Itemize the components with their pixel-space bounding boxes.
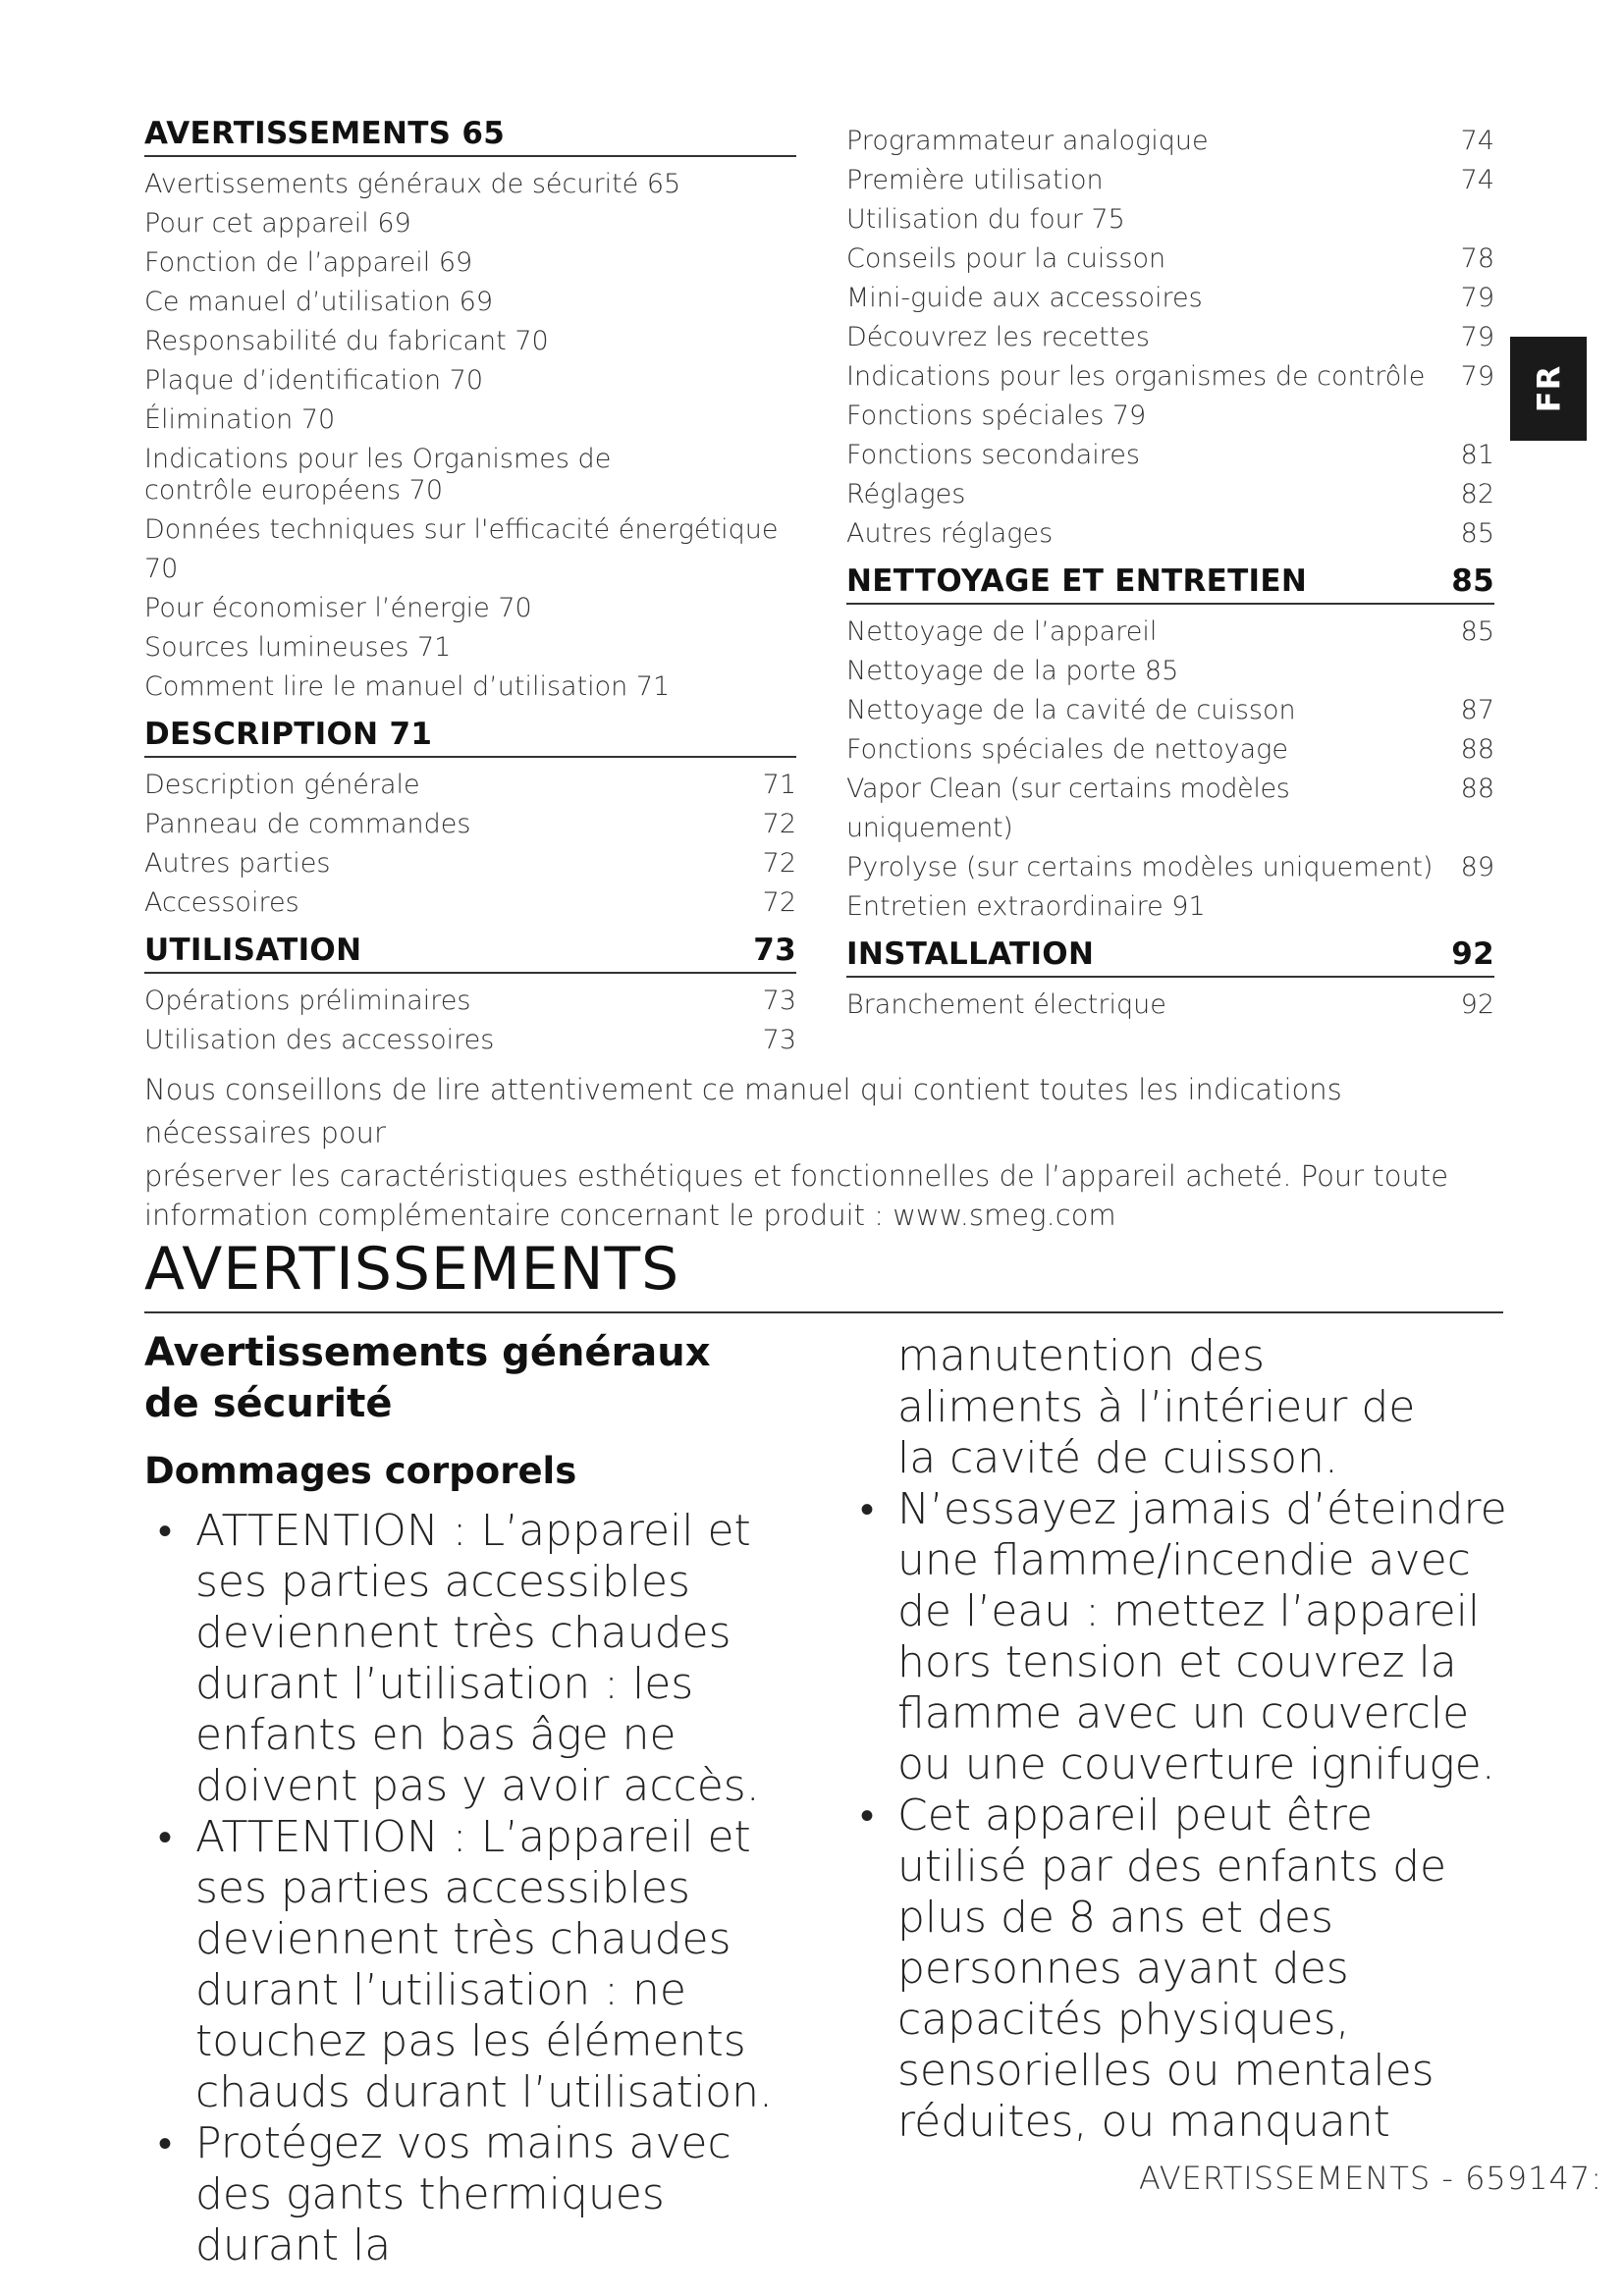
toc-entry-page: 81 <box>1460 440 1494 470</box>
toc-entry-title: Fonctions spéciales de nettoyage <box>846 734 1288 765</box>
toc-section-utilisation[interactable] <box>144 933 796 974</box>
toc-entry[interactable] <box>144 243 796 283</box>
bullet-list <box>846 1484 1514 2148</box>
intro-paragraph <box>144 1068 1499 1233</box>
toc-entry-page: 72 <box>762 809 796 839</box>
bullet-icon: • <box>158 1509 173 1554</box>
toc-entry-page: 92 <box>1460 989 1494 1020</box>
toc-section-title: INSTALLATION <box>846 936 1095 972</box>
bullet-list <box>144 1506 812 2271</box>
list-item <box>846 1484 1514 1790</box>
toc-entry-page: 73 <box>762 986 796 1016</box>
page-footer: AVERTISSEMENTS - 659147: <box>1138 2160 1602 2197</box>
toc-entry-page: 87 <box>1460 695 1494 725</box>
toc-section-nettoyage[interactable] <box>846 563 1494 605</box>
toc-entry[interactable] <box>846 279 1494 318</box>
toc-entry[interactable] <box>846 730 1494 770</box>
toc-entry-page: 73 <box>762 1025 796 1055</box>
list-item-text: ATTENTION : L’appareil et ses parties accessibles deviennent très chaudes durant l’utilisation : ne touchez pas les éléments chauds durant l’utilisation. <box>195 1812 773 2117</box>
toc-entry-title: Opérations préliminaires <box>144 986 471 1016</box>
toc-entry-title: Branchement électrique <box>846 989 1166 1020</box>
toc-entry-title: Pour cet appareil 69 <box>144 208 411 239</box>
toc-entry-title: Pyrolyse (sur certains modèles uniquement) <box>846 852 1434 882</box>
toc-entry[interactable] <box>846 514 1494 554</box>
toc-entry[interactable] <box>846 986 1494 1025</box>
intro-line: Nous conseillons de lire attentivement ce manuel qui contient toutes les indications nécessaires pour <box>144 1073 1342 1149</box>
toc-entry-title: Avertissements généraux de sécurité 65 <box>144 169 681 199</box>
toc-entry-title: Entretien extraordinaire 91 <box>846 891 1206 922</box>
toc-entry[interactable] <box>846 161 1494 200</box>
toc-entry-page: 74 <box>1460 126 1494 156</box>
toc-entry-page: 85 <box>1460 518 1494 549</box>
toc-entry[interactable] <box>144 805 796 844</box>
toc-entry-title: Nettoyage de la cavité de cuisson <box>846 695 1296 725</box>
toc-entry-title: Autres parties <box>144 848 331 879</box>
toc-entry[interactable] <box>144 283 796 322</box>
toc-entry-title: Vapor Clean (sur certains modèles uniquement) <box>846 774 1290 843</box>
content-right-column <box>846 1331 1514 2148</box>
toc-entry[interactable] <box>144 322 796 361</box>
toc-entry-page: 82 <box>1460 479 1494 509</box>
toc-entry[interactable] <box>846 357 1494 397</box>
toc-entry[interactable] <box>144 510 796 589</box>
toc-entry-page: 79 <box>1460 283 1494 313</box>
bullet-icon: • <box>860 1793 875 1839</box>
toc-entry[interactable] <box>846 318 1494 357</box>
toc-entry[interactable] <box>846 652 1494 691</box>
toc-entry[interactable] <box>846 887 1494 927</box>
list-item-text: ATTENTION : L’appareil et ses parties accessibles deviennent très chaudes durant l’utilisation : les enfants en bas âge ne doivent pas y avoir accès. <box>195 1506 760 1811</box>
toc-entry[interactable] <box>846 240 1494 279</box>
toc-section-page: 92 <box>1451 936 1494 972</box>
bullet-icon: • <box>158 2121 173 2166</box>
toc-entry[interactable] <box>846 848 1494 887</box>
toc-entry-title: Description générale <box>144 770 420 800</box>
toc-section-title: UTILISATION <box>144 933 362 968</box>
list-item-text: Protégez vos mains avec des gants thermiques durant la <box>195 2118 731 2270</box>
toc-entry-title: Fonctions secondaires <box>846 440 1140 470</box>
toc-section-title: NETTOYAGE ET ENTRETIEN <box>846 563 1308 599</box>
toc-entry-title: Conseils pour la cuisson <box>846 243 1166 274</box>
list-item <box>144 1506 812 1812</box>
toc-section-installation[interactable] <box>846 936 1494 978</box>
toc-section-description[interactable] <box>144 717 796 758</box>
toc-entry-title: Autres réglages <box>846 518 1054 549</box>
toc-left-column <box>144 116 796 1060</box>
continued-text: manutention des aliments à l’intérieur de la cavité de cuisson. <box>897 1331 1416 1483</box>
language-tab-label: FR <box>1530 364 1567 413</box>
toc-entry-title: Nettoyage de l’appareil <box>846 616 1158 647</box>
section-subheading: Dommages corporels <box>144 1450 577 1492</box>
page-title: AVERTISSEMENTS <box>144 1235 1503 1313</box>
bullet-icon: • <box>158 1815 173 1860</box>
toc-entry[interactable] <box>144 883 796 923</box>
toc-entry-page: 79 <box>1460 361 1494 392</box>
toc-entry[interactable] <box>144 766 796 805</box>
toc-entry-page: 89 <box>1460 852 1494 882</box>
intro-line: préserver les caractéristiques esthétiques et fonctionnelles de l’appareil acheté. Pour toute <box>144 1159 1449 1193</box>
toc-entry-page: 71 <box>762 770 796 800</box>
toc-entry[interactable] <box>144 628 796 667</box>
toc-entry[interactable] <box>144 589 796 628</box>
toc-entry-page: 72 <box>762 887 796 918</box>
toc-entry[interactable] <box>846 475 1494 514</box>
section-heading: Avertissements généraux de sécurité <box>144 1330 711 1426</box>
toc-entry-page: 74 <box>1460 165 1494 195</box>
toc-entry-title: Responsabilité du fabricant 70 <box>144 326 549 356</box>
toc-entry[interactable] <box>846 397 1494 436</box>
toc-entry[interactable] <box>144 844 796 883</box>
toc-entry[interactable] <box>144 361 796 400</box>
toc-entry[interactable] <box>846 122 1494 161</box>
list-item <box>144 1812 812 2118</box>
toc-entry-title: Données techniques sur l'efficacité énergétique 70 <box>144 514 779 584</box>
toc-entry-title: Indications pour les Organismes de contrôle européens 70 <box>144 444 612 506</box>
toc-entry[interactable] <box>846 200 1494 240</box>
list-item <box>846 1790 1514 2148</box>
bullet-icon: • <box>860 1487 875 1532</box>
toc-entry[interactable] <box>846 691 1494 730</box>
toc-entry-title: Élimination 70 <box>144 404 336 435</box>
toc-entry-title: Accessoires <box>144 887 299 918</box>
toc-entry-page: 72 <box>762 848 796 879</box>
toc-entry-page: 88 <box>1460 734 1494 765</box>
toc-entry-title: Comment lire le manuel d’utilisation 71 <box>144 671 671 702</box>
toc-entry-title: Pour économiser l’énergie 70 <box>144 593 532 623</box>
toc-entry-title: Nettoyage de la porte 85 <box>846 656 1179 686</box>
toc-entry[interactable] <box>144 440 796 510</box>
toc-entry-title: Sources lumineuses 71 <box>144 632 452 663</box>
toc-entry-title: Utilisation des accessoires <box>144 1025 495 1055</box>
toc-entry-title: Fonctions spéciales 79 <box>846 400 1147 431</box>
toc-entry-title: Utilisation du four 75 <box>846 204 1125 235</box>
toc-section-avertissements[interactable] <box>144 116 796 157</box>
toc-entry-title: Première utilisation <box>846 165 1104 195</box>
toc-entry[interactable] <box>144 667 796 707</box>
content-left-column <box>144 1327 812 2271</box>
toc-section-page: 73 <box>753 933 796 968</box>
list-item-text: Cet appareil peut être utilisé par des enfants de plus de 8 ans et des personnes ayant des capacités physiques, sensorielles ou mentales réduites, ou manquant <box>897 1790 1447 2147</box>
toc-entry[interactable] <box>846 436 1494 475</box>
toc-entry-title: Indications pour les organismes de contrôle <box>846 361 1426 392</box>
toc-entry-title: Mini-guide aux accessoires <box>846 283 1203 313</box>
toc-entry-title: Découvrez les recettes <box>846 322 1150 352</box>
toc-entry-title: Réglages <box>846 479 966 509</box>
language-tab <box>1510 337 1587 441</box>
toc-entry-page: 79 <box>1460 322 1494 352</box>
toc-entry-title: Ce manuel d’utilisation 69 <box>144 287 494 317</box>
list-item <box>144 2118 812 2271</box>
toc-section-title: AVERTISSEMENTS 65 <box>144 116 506 151</box>
toc-entry-title: Programmateur analogique <box>846 126 1209 156</box>
toc-entry[interactable] <box>144 982 796 1021</box>
toc-right-column <box>846 122 1494 1025</box>
toc-section-page: 85 <box>1451 563 1494 599</box>
toc-section-title: DESCRIPTION 71 <box>144 717 433 752</box>
list-item-text: N’essayez jamais d’éteindre une flamme/incendie avec de l’eau : mettez l’appareil hors tension et couvrez la flamme avec un couvercle ou une couverture ignifuge. <box>897 1484 1507 1789</box>
toc-entry[interactable] <box>144 204 796 243</box>
toc-entry[interactable] <box>846 770 1494 848</box>
toc-entry[interactable] <box>144 1021 796 1060</box>
intro-line: information complémentaire concernant le produit : www.smeg.com <box>144 1199 1116 1232</box>
toc-entry-page: 88 <box>1460 774 1494 804</box>
toc-entry-title: Panneau de commandes <box>144 809 471 839</box>
toc-entry-page: 78 <box>1460 243 1494 274</box>
toc-entry[interactable] <box>144 165 796 204</box>
toc-entry-title: Fonction de l’appareil 69 <box>144 247 473 278</box>
toc-entry-page: 85 <box>1460 616 1494 647</box>
toc-entry-title: Plaque d’identification 70 <box>144 365 484 396</box>
toc-entry[interactable] <box>144 400 796 440</box>
toc-entry[interactable] <box>846 613 1494 652</box>
